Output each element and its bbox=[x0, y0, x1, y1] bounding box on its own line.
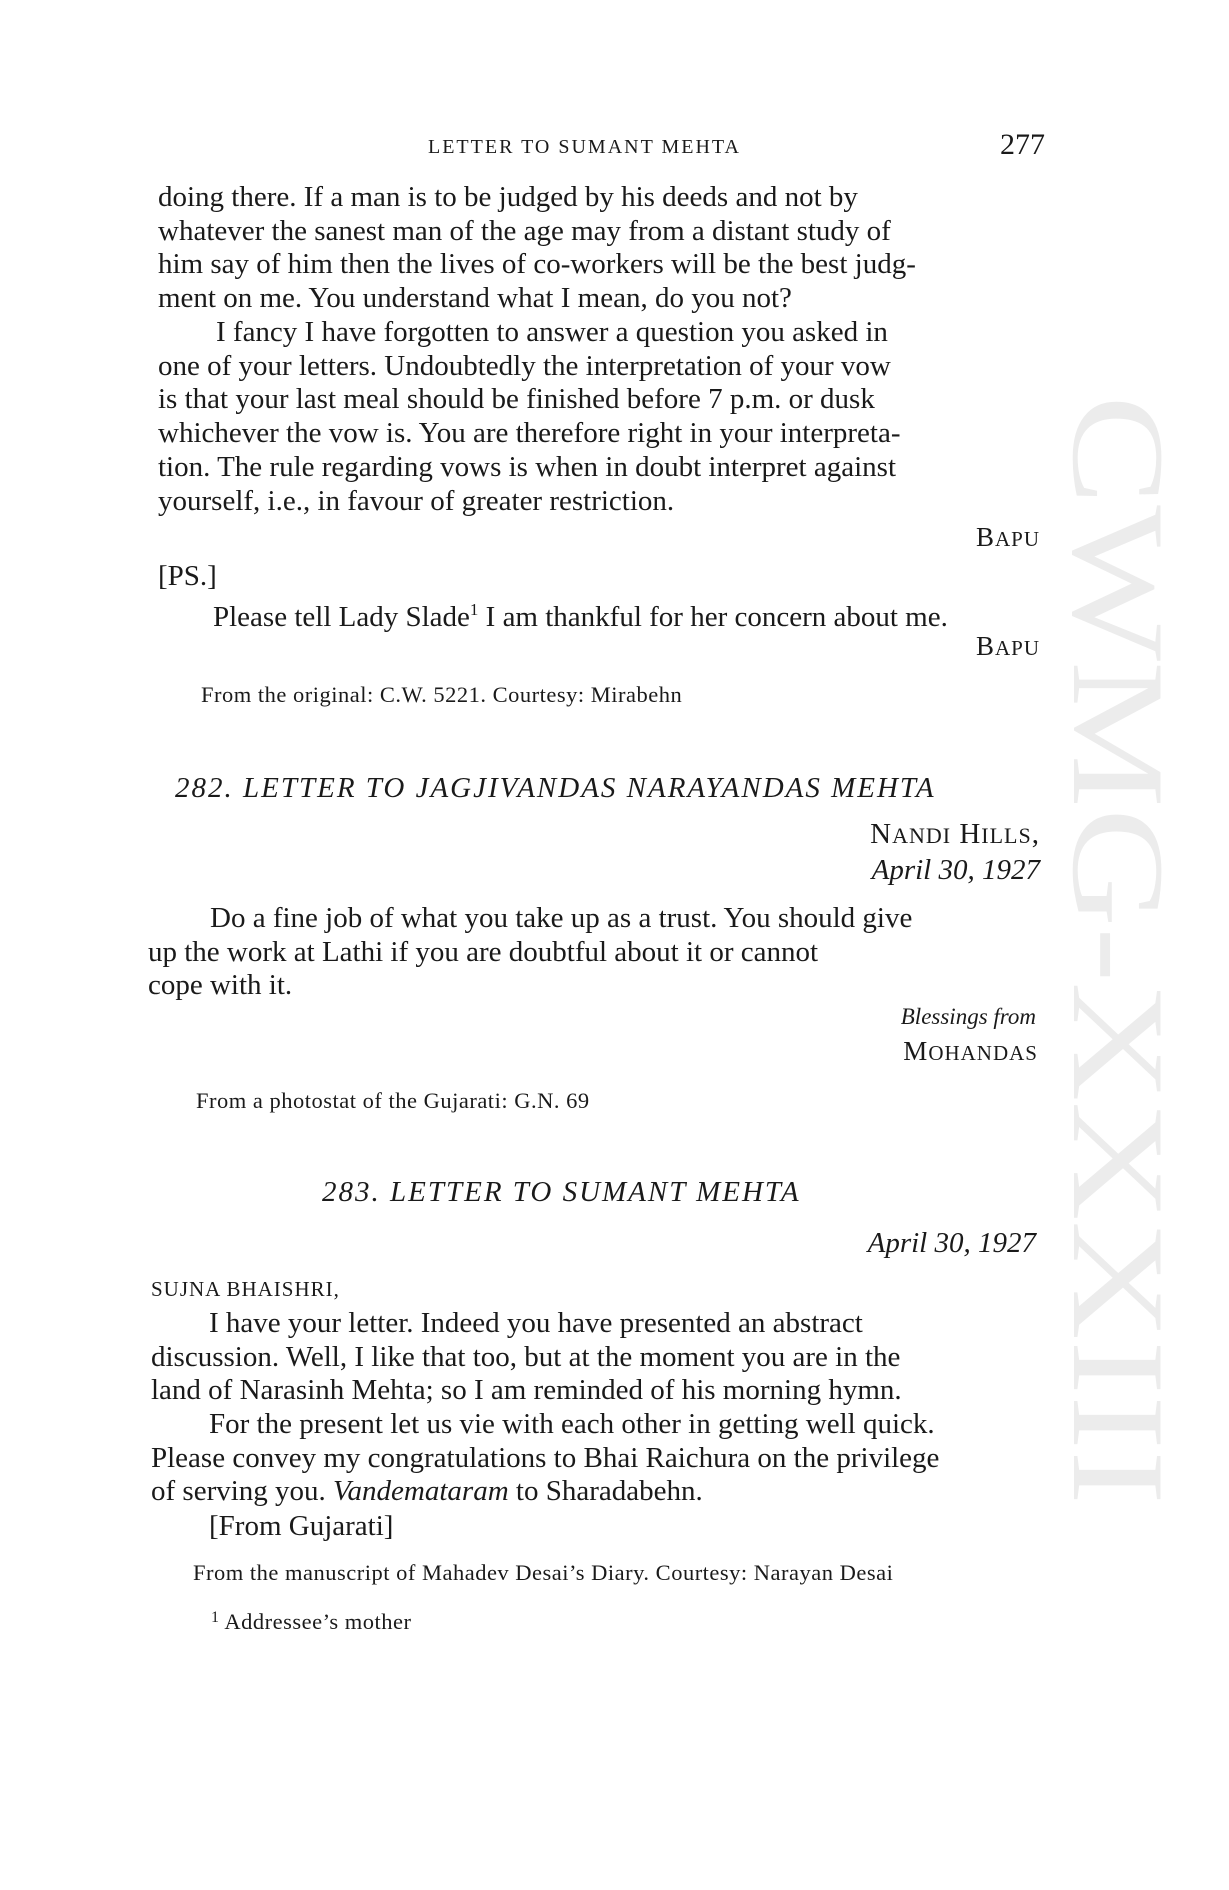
running-title: LETTER TO SUMANT MEHTA bbox=[428, 136, 741, 158]
footnote-mark: 1 bbox=[211, 1609, 220, 1626]
salutation: SUJNA BHAISHRI, bbox=[151, 1277, 340, 1301]
ps-text-part: Please tell Lady Slade bbox=[213, 601, 470, 633]
text-line: whichever the vow is. You are therefore right in your interpreta- bbox=[158, 417, 901, 450]
signature-initial: M bbox=[903, 1036, 929, 1066]
letter-282-body bbox=[148, 902, 1034, 1003]
ps-label: [PS.] bbox=[158, 560, 217, 592]
place-line bbox=[760, 818, 1040, 851]
signature-rest: OHANDAS bbox=[928, 1041, 1038, 1065]
footnote bbox=[211, 1609, 411, 1635]
text-part-italic: Vandemataram bbox=[333, 1475, 509, 1508]
text-line: up the work at Lathi if you are doubtful about it or cannot bbox=[148, 935, 819, 968]
source-note: From the manuscript of Mahadev Desai’s Diary. Courtesy: Narayan Desai bbox=[193, 1560, 894, 1585]
text-line: discussion. Well, I like that too, but at the moment you are in the bbox=[151, 1340, 901, 1373]
signature-mohandas bbox=[780, 1036, 1038, 1067]
letter-283-paragraph-2 bbox=[151, 1408, 1033, 1509]
signature-rest: APU bbox=[994, 636, 1040, 660]
ps-text bbox=[213, 593, 1043, 635]
place-part: N bbox=[870, 818, 893, 850]
page-number: 277 bbox=[1000, 128, 1045, 161]
text-line: doing there. If a man is to be judged by his deeds and not by bbox=[158, 181, 858, 213]
text-part: of serving you. bbox=[151, 1475, 334, 1508]
date-line: April 30, 1927 bbox=[867, 1227, 1036, 1259]
text-line: yourself, i.e., in favour of greater restriction. bbox=[158, 484, 675, 517]
closing-line: Blessings from bbox=[900, 1004, 1036, 1029]
text-line: Please convey my congratulations to Bhai Raichura on the privilege bbox=[151, 1441, 940, 1474]
footnote-text: Addressee’s mother bbox=[219, 1609, 412, 1634]
signature-rest: APU bbox=[994, 527, 1040, 551]
text-part: to Sharadabehn. bbox=[508, 1475, 703, 1508]
text-line: I have your letter. Indeed you have presented an abstract bbox=[209, 1307, 863, 1339]
text-line: tion. The rule regarding vows is when in doubt interpret against bbox=[158, 450, 896, 483]
signature-initial: B bbox=[975, 631, 995, 661]
place-part: ILLS bbox=[981, 823, 1032, 848]
signature-initial: B bbox=[975, 522, 995, 552]
watermark-text: CWMG-XXXIII bbox=[1045, 395, 1192, 1283]
place-part: , bbox=[1031, 818, 1040, 850]
ps-signature-bapu bbox=[800, 631, 1040, 662]
text-line: ment on me. You understand what I mean, do you not? bbox=[158, 282, 792, 315]
section-title-283: 283. LETTER TO SUMANT MEHTA bbox=[322, 1176, 801, 1208]
place-part: ANDI bbox=[892, 823, 952, 848]
continuation-paragraph-2 bbox=[158, 316, 1043, 518]
text-line: land of Narasinh Mehta; so I am reminded of his morning hymn. bbox=[151, 1374, 902, 1407]
text-line bbox=[151, 1475, 1033, 1509]
source-note: From a photostat of the Gujarati: G.N. 69 bbox=[196, 1088, 590, 1113]
text-line: cope with it. bbox=[148, 969, 293, 1002]
text-line: For the present let us vie with each other in getting well quick. bbox=[209, 1408, 935, 1440]
ps-text-part: I am thankful for her concern about me. bbox=[478, 601, 948, 633]
text-line: I fancy I have forgotten to answer a question you asked in bbox=[216, 316, 888, 348]
section-title-282: 282. LETTER TO JAGJIVANDAS NARAYANDAS MEHTA bbox=[175, 772, 936, 804]
place-part: H bbox=[951, 818, 982, 850]
text-line: is that your last meal should be finished before 7 p.m. or dusk bbox=[158, 383, 875, 416]
date-line: April 30, 1927 bbox=[871, 854, 1040, 886]
text-line: one of your letters. Undoubtedly the interpretation of your vow bbox=[158, 349, 891, 382]
footnote-mark: 1 bbox=[469, 600, 479, 619]
text-line: him say of him then the lives of co-workers will be the best judg- bbox=[158, 248, 916, 281]
text-line: Do a fine job of what you take up as a trust. You should give bbox=[210, 902, 913, 934]
letter-283-paragraph-1 bbox=[151, 1307, 1033, 1408]
origin-note: [From Gujarati] bbox=[209, 1510, 394, 1542]
continuation-paragraph-1 bbox=[158, 181, 1043, 316]
text-line: whatever the sanest man of the age may from a distant study of bbox=[158, 214, 891, 247]
source-note: From the original: C.W. 5221. Courtesy: Mirabehn bbox=[201, 682, 683, 707]
signature-bapu bbox=[800, 522, 1040, 553]
